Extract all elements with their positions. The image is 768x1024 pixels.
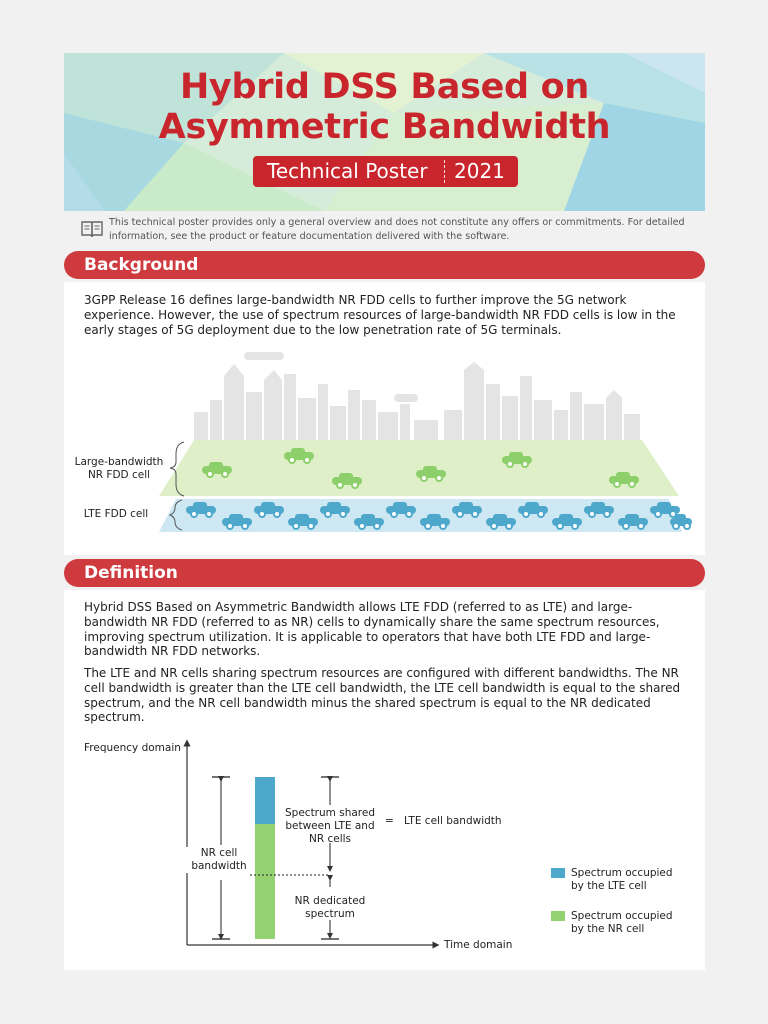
x-axis-label: Time domain	[444, 939, 513, 951]
shared-spectrum-line-1: Spectrum shared	[285, 807, 375, 819]
poster-title-line-2: Asymmetric Bandwidth	[158, 107, 611, 147]
legend-nr-line-2: by the NR cell	[571, 923, 645, 935]
legend-nr-line-1: Spectrum occupied	[571, 910, 673, 922]
dedicated-spectrum-line-2: spectrum	[305, 908, 355, 920]
nr-cell-plane	[159, 440, 679, 496]
poster	[64, 53, 705, 211]
equals-sign: =	[385, 815, 394, 827]
poster-header	[64, 53, 705, 211]
poster-title-line-1: Hybrid DSS Based on	[179, 67, 590, 107]
badge-divider	[444, 160, 445, 183]
shared-spectrum-label	[278, 807, 382, 846]
disclaimer-text: This technical poster provides only a general overview and does not constitute any offers or commitments. For detailed information, see the product or feature documentation delivered with the software.	[109, 217, 685, 242]
section-title-background: Background	[84, 255, 199, 275]
label-lte-cell: LTE FDD cell	[83, 508, 149, 520]
legend-lte-line-1: Spectrum occupied	[571, 867, 673, 879]
label-nr-cell	[66, 456, 172, 482]
y-axis-label: Frequency domain	[84, 742, 181, 754]
shared-spectrum-line-2: between LTE and	[285, 820, 375, 832]
poster-badge	[253, 156, 518, 187]
badge-year: 2021	[454, 159, 505, 183]
section-header-definition	[64, 559, 705, 587]
legend-lte-line-2: by the LTE cell	[571, 880, 647, 892]
book-icon	[81, 220, 103, 242]
nr-bandwidth-line-2: bandwidth	[191, 860, 247, 872]
lte-spectrum-bar	[255, 777, 275, 824]
legend-lte-swatch	[551, 868, 565, 878]
shared-spectrum-line-3: NR cells	[308, 833, 352, 845]
dedicated-spectrum-line-1: NR dedicated	[294, 895, 366, 907]
section-title-definition: Definition	[84, 563, 178, 583]
legend-nr-label	[571, 910, 673, 936]
label-nr-cell-line-1: Large-bandwidth	[74, 456, 164, 468]
label-nr-cell-line-2: NR FDD cell	[87, 469, 151, 481]
network-illustration	[64, 340, 705, 540]
lte-bandwidth-label: LTE cell bandwidth	[404, 815, 502, 827]
nr-bandwidth-line-1: NR cell	[200, 847, 238, 859]
legend-lte-label	[571, 867, 673, 893]
definition-paragraph-1: Hybrid DSS Based on Asymmetric Bandwidth allows LTE FDD (referred to as LTE) and large-bandwidth NR FDD (referred to as NR) cells to dynamically share the same spectrum resources, improving spectrum utilization. It is applicable to operators that have both LTE FDD and large-bandwidth NR FDD networks.	[84, 600, 660, 659]
nr-bandwidth-label	[186, 847, 252, 873]
badge-label: Technical Poster	[267, 159, 428, 183]
background-paragraph: 3GPP Release 16 defines large-bandwidth NR FDD cells to further improve the 5G network experience. However, the use of spectrum resources of large-bandwidth NR FDD cells is low in the early stages of 5G deployment due to the low penetration rate of 5G terminals.	[84, 293, 676, 337]
dedicated-spectrum-label	[285, 895, 375, 921]
disclaimer	[64, 215, 705, 245]
city-skyline	[194, 352, 640, 440]
nr-spectrum-bar	[255, 824, 275, 939]
definition-paragraph-2: The LTE and NR cells sharing spectrum resources are configured with different bandwidths. The NR cell bandwidth is greater than the LTE cell bandwidth, the LTE cell bandwidth is equal to the shared spectrum, and the NR cell bandwidth minus the shared spectrum is equal to the NR dedicated spectrum.	[84, 666, 681, 725]
legend-nr-swatch	[551, 911, 565, 921]
section-header-background	[64, 251, 705, 279]
